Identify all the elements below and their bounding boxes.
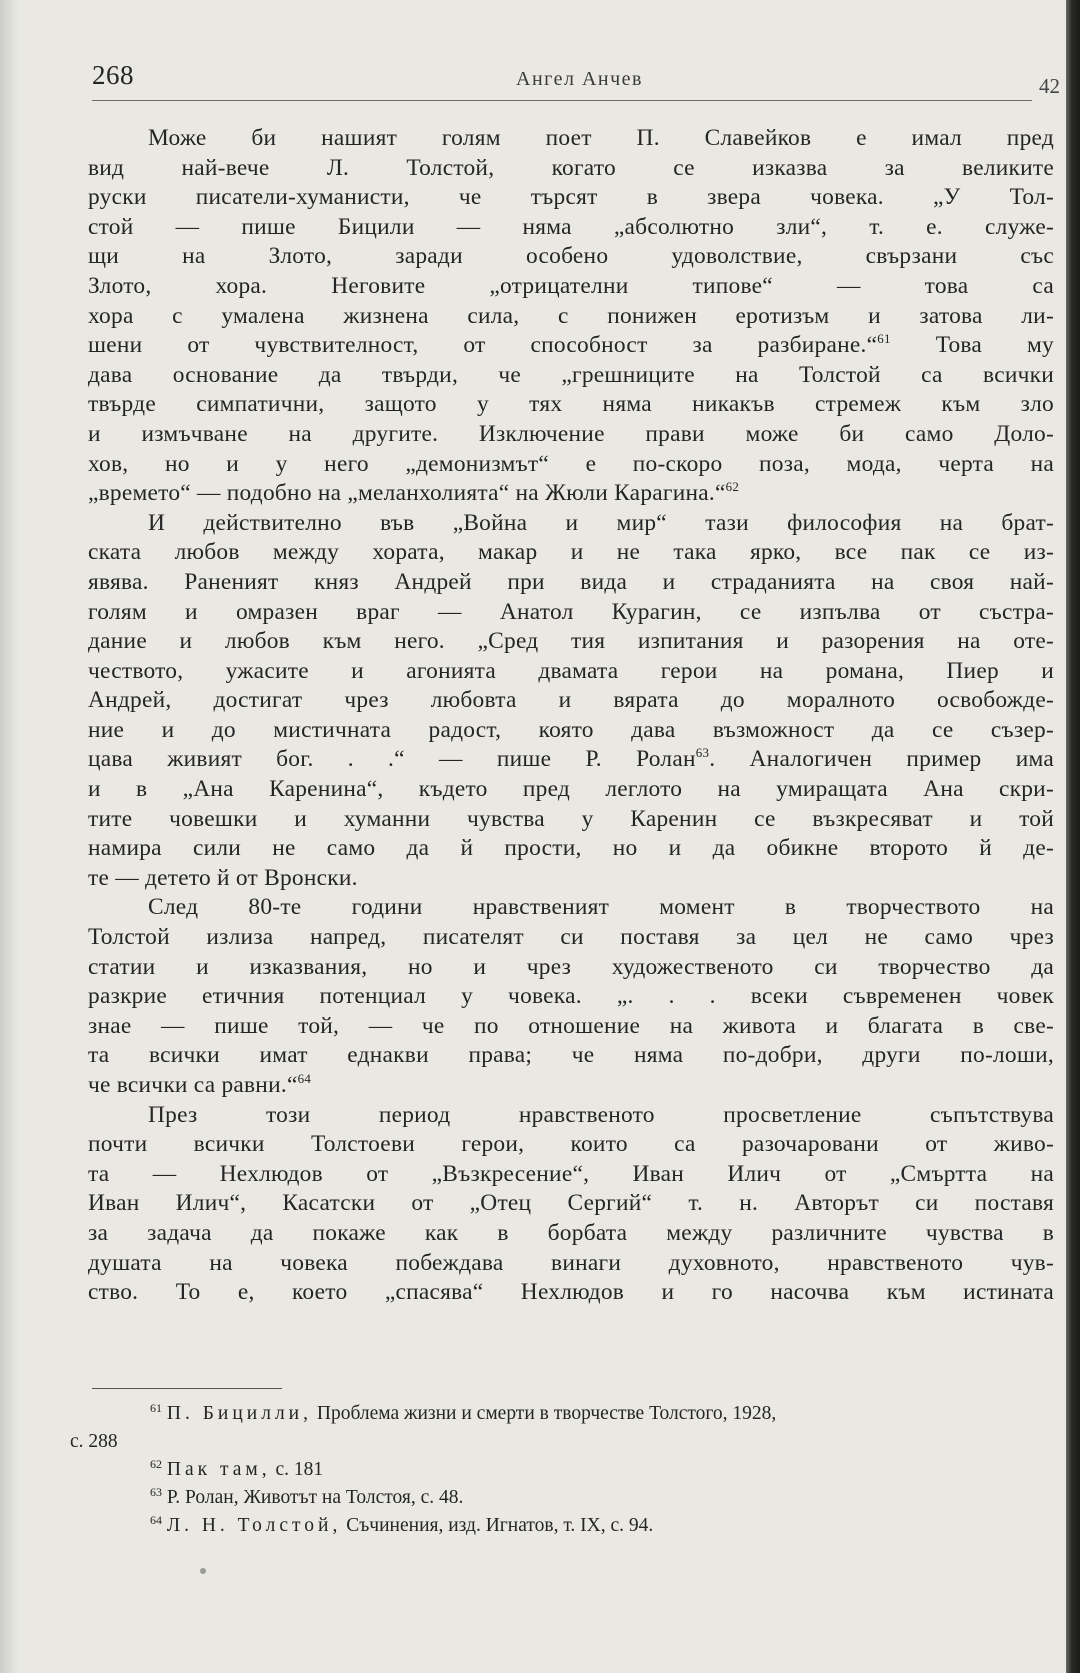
text-line-content: тите човешки и хуманни чувства у Каренин се възкресяват и той <box>88 805 1054 832</box>
footnote-text: с. 288 <box>70 1431 118 1452</box>
text-line-content: Злото, хора. Неговите „отрицателни типове“ — това са <box>88 272 1054 299</box>
footnote-text: с. 181 <box>270 1459 324 1480</box>
footnote-rule <box>92 1388 282 1389</box>
text-line-content: те — детето й от Вронски. <box>88 864 358 891</box>
text-line <box>88 272 1054 302</box>
page-number: 268 <box>92 60 134 90</box>
text-line-content: Може би нашият голям поет П. Славейков е имал пред <box>148 125 1054 151</box>
text-line-content: че всички са равни.“ <box>88 1072 298 1098</box>
footnote-number: 63 <box>150 1485 162 1499</box>
text-line <box>88 420 1054 450</box>
text-line-content: и измъчване на другите. Изключение прави може би само Доло- <box>88 420 1054 447</box>
text-line-content: цава живият бог. . .“ — пише Р. Ролан <box>88 746 696 773</box>
text-line <box>88 509 1054 539</box>
text-line-content: Иван Илич“, Касатски от „Отец Сергий“ т. н. Авторът си поставя <box>88 1190 1054 1217</box>
text-line <box>88 953 1054 983</box>
text-line-content: дава основание да твърди, че „грешниците на Толстой са всички <box>88 361 1054 388</box>
footnote-text: Проблема жизни и смерти в творчестве Толстого, 1928, <box>311 1403 777 1424</box>
text-line <box>88 864 1054 894</box>
footnote-number: 64 <box>150 1513 162 1527</box>
text-line-content: душата на човека побеждава винаги духовното, нравственото чув- <box>88 1249 1054 1276</box>
text-line-content: намира сили не само да й прости, но и да обикне второто й де- <box>88 835 1054 862</box>
text-line <box>88 1219 1054 1249</box>
header-rule <box>92 100 1032 101</box>
text-line-content: и в „Ана Каренина“, където пред леглото на умиращата Ана скри- <box>88 776 1054 803</box>
text-line-content: ство. То е, което „спасява“ Нехлюдов и го насочва към истината <box>88 1279 1054 1306</box>
footnote-number: 62 <box>150 1457 162 1471</box>
text-line <box>88 124 1054 154</box>
text-line-content: та — Нехлюдов от „Възкресение“, Иван Илич от „Смъртта на <box>88 1160 1054 1187</box>
page-gutter-shadow <box>0 0 18 1673</box>
text-line-content: явява. Раненият княз Андрей при вида и страданията на своя най- <box>88 568 1054 595</box>
text-line <box>88 183 1054 213</box>
text-line-content: И действително във „Война и мир“ тази философия на брат- <box>148 509 1054 536</box>
footnote-reference: 61 <box>877 331 891 347</box>
text-line-content: голям и омразен враг — Анатол Курагин, се изпълва от състра- <box>88 598 1054 625</box>
next-page-number-fragment: 42 <box>1039 74 1060 98</box>
footnote-reference: 63 <box>695 745 710 761</box>
text-line-tail: Това му <box>890 332 1054 359</box>
body-text <box>88 124 1054 1308</box>
text-line <box>88 627 1054 657</box>
text-line-content: дание и любов към него. „Сред тия изпитания и разорения на оте- <box>88 628 1054 655</box>
text-line <box>88 361 1054 391</box>
paper-speck <box>200 1568 206 1574</box>
text-line <box>88 1012 1054 1042</box>
text-line-content: руски писатели-хуманисти, че търсят в звера човека. „У Тол- <box>88 184 1054 211</box>
text-line <box>88 716 1054 746</box>
text-line-content: щи на Злото, заради особено удоволствие, свързани със <box>88 243 1054 270</box>
page-header <box>92 56 1060 104</box>
text-line <box>88 834 1054 864</box>
text-line-content: за задача да покаже как в борбата между различните чувства в <box>88 1219 1054 1246</box>
text-line-content: хора с умалена жизнена сила, с понижен еротизъм и затова ли- <box>88 302 1054 329</box>
text-line <box>88 390 1054 420</box>
text-line-content: Толстой излиза напред, писателят си поставя за цел не само чрез <box>88 924 1054 951</box>
text-line <box>88 1278 1054 1308</box>
text-line <box>88 686 1054 716</box>
text-line <box>88 1249 1054 1279</box>
footnote-reference: 64 <box>297 1071 312 1086</box>
footnotes <box>70 1400 1050 1540</box>
text-line-content: чеството, ужасите и агонията двамата герои на романа, Пиер и <box>88 657 1054 684</box>
footnote-text: Съчинения, изд. Игнатов, т. IX, с. 94. <box>341 1515 654 1536</box>
footnote <box>70 1428 1050 1456</box>
text-line <box>88 568 1054 598</box>
text-line-content: стой — пише Бицили — няма „абсолютно зли“, т. е. служе- <box>88 213 1054 240</box>
text-line <box>88 1130 1054 1160</box>
text-line <box>88 982 1054 1012</box>
text-line-content: разкрие етичния потенциал у човека. „. . . всеки съвременен човек <box>88 983 1054 1010</box>
running-head-author: Ангел Анчев <box>516 68 643 90</box>
text-line-content: След 80-те години нравственият момент в творчеството на <box>148 894 1054 921</box>
text-line <box>88 805 1054 835</box>
text-line <box>88 1160 1054 1190</box>
text-line-content: вид най-вече Л. Толстой, когато се изказва за великите <box>88 154 1054 181</box>
adjacent-page-edge <box>1066 0 1080 1673</box>
text-line-content: Андрей, достигат чрез любовта и вярата до моралното освобожде- <box>88 687 1054 714</box>
text-line-content: статии и изказвания, но и чрез художественото си творчество да <box>88 953 1054 980</box>
text-line-content: ската любов между хората, макар и не така ярко, все пак се из- <box>88 539 1054 566</box>
footnote-author: П. Бицилли, <box>166 1403 312 1424</box>
text-line-content: „времето“ — подобно на „меланхолията“ на Жюли Карагина.“ <box>88 480 726 507</box>
text-line-content: ние и до мистичната радост, която дава възможност да се съзер- <box>88 716 1054 743</box>
text-line-content: хов, но и у него „демонизмът“ е по-скоро поза, мода, черта на <box>88 450 1054 477</box>
text-line <box>88 1041 1054 1071</box>
text-line <box>88 657 1054 687</box>
text-line <box>88 745 1054 775</box>
text-line <box>88 1189 1054 1219</box>
footnote-author: Пак там, <box>166 1459 271 1480</box>
footnote-number: 61 <box>150 1401 162 1415</box>
text-line <box>88 1071 1054 1101</box>
footnote-text: Р. Ролан, Животът на Толстоя, с. 48. <box>166 1487 464 1508</box>
text-line-tail: . Аналогичен пример има <box>709 746 1054 773</box>
text-line <box>88 1101 1054 1131</box>
text-line-content: твърде симпатични, защото у тях няма никакъв стремеж към зло <box>88 391 1054 418</box>
footnote-author: Л. Н. Толстой, <box>166 1515 342 1536</box>
text-line <box>88 598 1054 628</box>
footnote <box>70 1512 1050 1540</box>
text-line <box>88 242 1054 272</box>
text-line-content: През този период нравственото просветление съпътствува <box>148 1101 1054 1128</box>
footnote <box>70 1400 1050 1428</box>
text-line-content: почти всички Толстоеви герои, които са разочаровани от живо- <box>88 1131 1054 1158</box>
text-line-content: знае — пише той, — че по отношение на живота и благата в све- <box>88 1012 1054 1039</box>
footnote-reference: 62 <box>725 479 740 495</box>
text-line <box>88 154 1054 184</box>
footnote <box>70 1484 1050 1512</box>
text-line <box>88 479 1054 509</box>
text-line <box>88 893 1054 923</box>
text-line <box>88 302 1054 332</box>
text-line <box>88 538 1054 568</box>
text-line-content: та всички имат еднакви права; че няма по-добри, други по-лоши, <box>88 1042 1054 1069</box>
text-line <box>88 331 1054 361</box>
text-line <box>88 450 1054 480</box>
text-line <box>88 775 1054 805</box>
text-line <box>88 213 1054 243</box>
text-line-content: шени от чувствителност, от способност за разбиране.“ <box>88 332 878 359</box>
text-line <box>88 923 1054 953</box>
footnote <box>70 1456 1050 1484</box>
